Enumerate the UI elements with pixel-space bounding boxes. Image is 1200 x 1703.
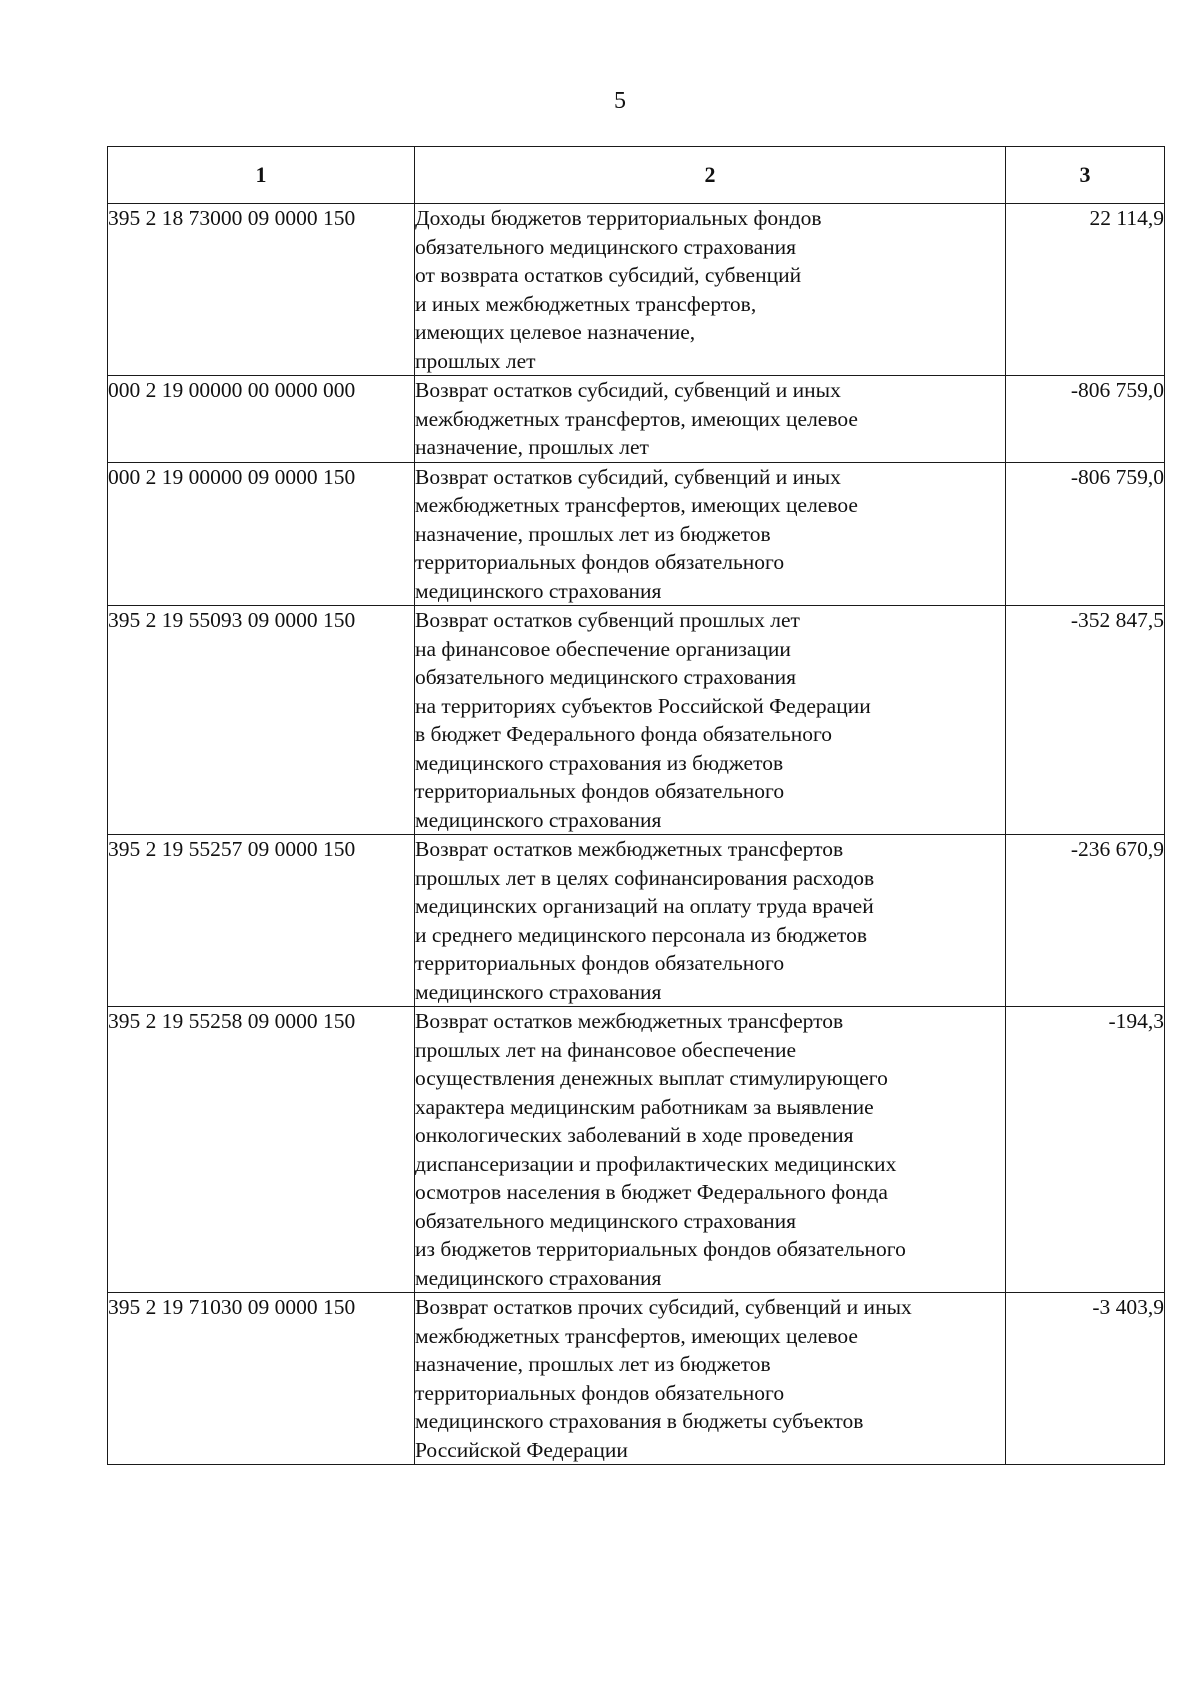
description-line: межбюджетных трансфертов, имеющих целевое	[415, 1323, 858, 1348]
table-row	[108, 606, 1165, 835]
column-header-3: 3	[1006, 147, 1165, 204]
description-cell	[415, 376, 1006, 463]
description-line: межбюджетных трансфертов, имеющих целевое	[415, 493, 858, 517]
description-line: от возврата остатков субсидий, субвенций	[415, 263, 802, 287]
description-cell	[415, 462, 1006, 606]
description-line: медицинского страхования	[415, 979, 662, 1004]
description-line: назначение, прошлых лет из бюджетов	[415, 521, 771, 546]
description-line: Доходы бюджетов территориальных фондов	[415, 206, 822, 230]
header-row	[108, 147, 1165, 204]
description-line: межбюджетных трансфертов, имеющих целевое	[415, 406, 858, 431]
description-line: территориальных фондов обязательного	[415, 951, 785, 975]
description-line: прошлых лет	[415, 348, 536, 373]
description-line: обязательного медицинского страхования	[415, 665, 797, 689]
table-row	[108, 1007, 1165, 1293]
table-row	[108, 835, 1165, 1007]
page-number: 5	[614, 88, 626, 114]
description-line: прошлых лет на финансовое обеспечение	[415, 1037, 796, 1062]
table-body	[108, 204, 1165, 1465]
description-line: характера медицинским работникам за выявление	[415, 1094, 874, 1119]
description-line: обязательного медицинского страхования	[415, 1208, 797, 1233]
description-line: медицинского страхования	[415, 807, 662, 832]
description-line: Возврат остатков прочих субсидий, субвенций и иных	[415, 1295, 912, 1319]
description-line: диспансеризации и профилактических медицинских	[415, 1151, 897, 1176]
description-line: назначение, прошлых лет из бюджетов	[415, 1352, 771, 1376]
description-line: Возврат остатков межбюджетных трансфертов	[415, 1009, 844, 1033]
description-line: Возврат остатков субвенций прошлых лет	[415, 608, 800, 632]
description-cell	[415, 1007, 1006, 1293]
budget-code-cell: 395 2 19 55258 09 0000 150	[108, 1007, 415, 1293]
description-line: территориальных фондов обязательного	[415, 1380, 785, 1405]
budget-code-cell: 395 2 18 73000 09 0000 150	[108, 204, 415, 376]
description-cell	[415, 606, 1006, 835]
table-row	[108, 1293, 1165, 1465]
description-line: территориальных фондов обязательного	[415, 550, 785, 574]
table-header	[108, 147, 1165, 204]
description-line: в бюджет Федерального фонда обязательного	[415, 722, 832, 746]
amount-cell: -236 670,9	[1006, 835, 1165, 1007]
description-cell	[415, 1293, 1006, 1465]
description-line: и иных межбюджетных трансфертов,	[415, 291, 757, 316]
description-line: обязательного медицинского страхования	[415, 234, 797, 259]
budget-code-cell: 000 2 19 00000 00 0000 000	[108, 376, 415, 463]
description-cell	[415, 835, 1006, 1007]
amount-cell: -3 403,9	[1006, 1293, 1165, 1465]
description-line: назначение, прошлых лет	[415, 435, 649, 459]
amount-cell: -806 759,0	[1006, 376, 1165, 463]
description-line: и среднего медицинского персонала из бюджетов	[415, 922, 868, 947]
budget-code-cell: 000 2 19 00000 09 0000 150	[108, 462, 415, 606]
table-row	[108, 204, 1165, 376]
description-line: медицинских организаций на оплату труда врачей	[415, 894, 874, 918]
table-row	[108, 376, 1165, 463]
amount-cell: 22 114,9	[1006, 204, 1165, 376]
description-line: онкологических заболеваний в ходе проведения	[415, 1123, 854, 1147]
amount-cell: -806 759,0	[1006, 462, 1165, 606]
amount-cell: -352 847,5	[1006, 606, 1165, 835]
description-line: на территориях субъектов Российской Федерации	[415, 693, 871, 718]
column-header-2: 2	[415, 147, 1006, 204]
budget-code-cell: 395 2 19 71030 09 0000 150	[108, 1293, 415, 1465]
amount-cell: -194,3	[1006, 1007, 1165, 1293]
description-line: Возврат остатков субсидий, субвенций и иных	[415, 464, 841, 489]
column-header-1: 1	[108, 147, 415, 204]
description-line: Возврат остатков субсидий, субвенций и иных	[415, 378, 841, 402]
description-line: осуществления денежных выплат стимулирующего	[415, 1066, 888, 1090]
description-line: Возврат остатков межбюджетных трансфертов	[415, 837, 844, 861]
budget-table	[107, 146, 1165, 1465]
budget-code-cell: 395 2 19 55257 09 0000 150	[108, 835, 415, 1007]
description-line: территориальных фондов обязательного	[415, 779, 785, 803]
description-line: осмотров населения в бюджет Федерального фонда	[415, 1180, 888, 1204]
description-line: медицинского страхования из бюджетов	[415, 750, 784, 775]
description-line: имеющих целевое назначение,	[415, 320, 696, 344]
description-line: из бюджетов территориальных фондов обязательного	[415, 1237, 906, 1261]
description-line: медицинского страхования	[415, 1265, 662, 1290]
description-cell	[415, 204, 1006, 376]
table-row	[108, 462, 1165, 606]
budget-code-cell: 395 2 19 55093 09 0000 150	[108, 606, 415, 835]
description-line: медицинского страхования	[415, 578, 662, 603]
description-line: на финансовое обеспечение организации	[415, 636, 791, 661]
description-line: медицинского страхования в бюджеты субъектов	[415, 1409, 864, 1433]
description-line: Российской Федерации	[415, 1437, 628, 1462]
description-line: прошлых лет в целях софинансирования расходов	[415, 865, 875, 890]
